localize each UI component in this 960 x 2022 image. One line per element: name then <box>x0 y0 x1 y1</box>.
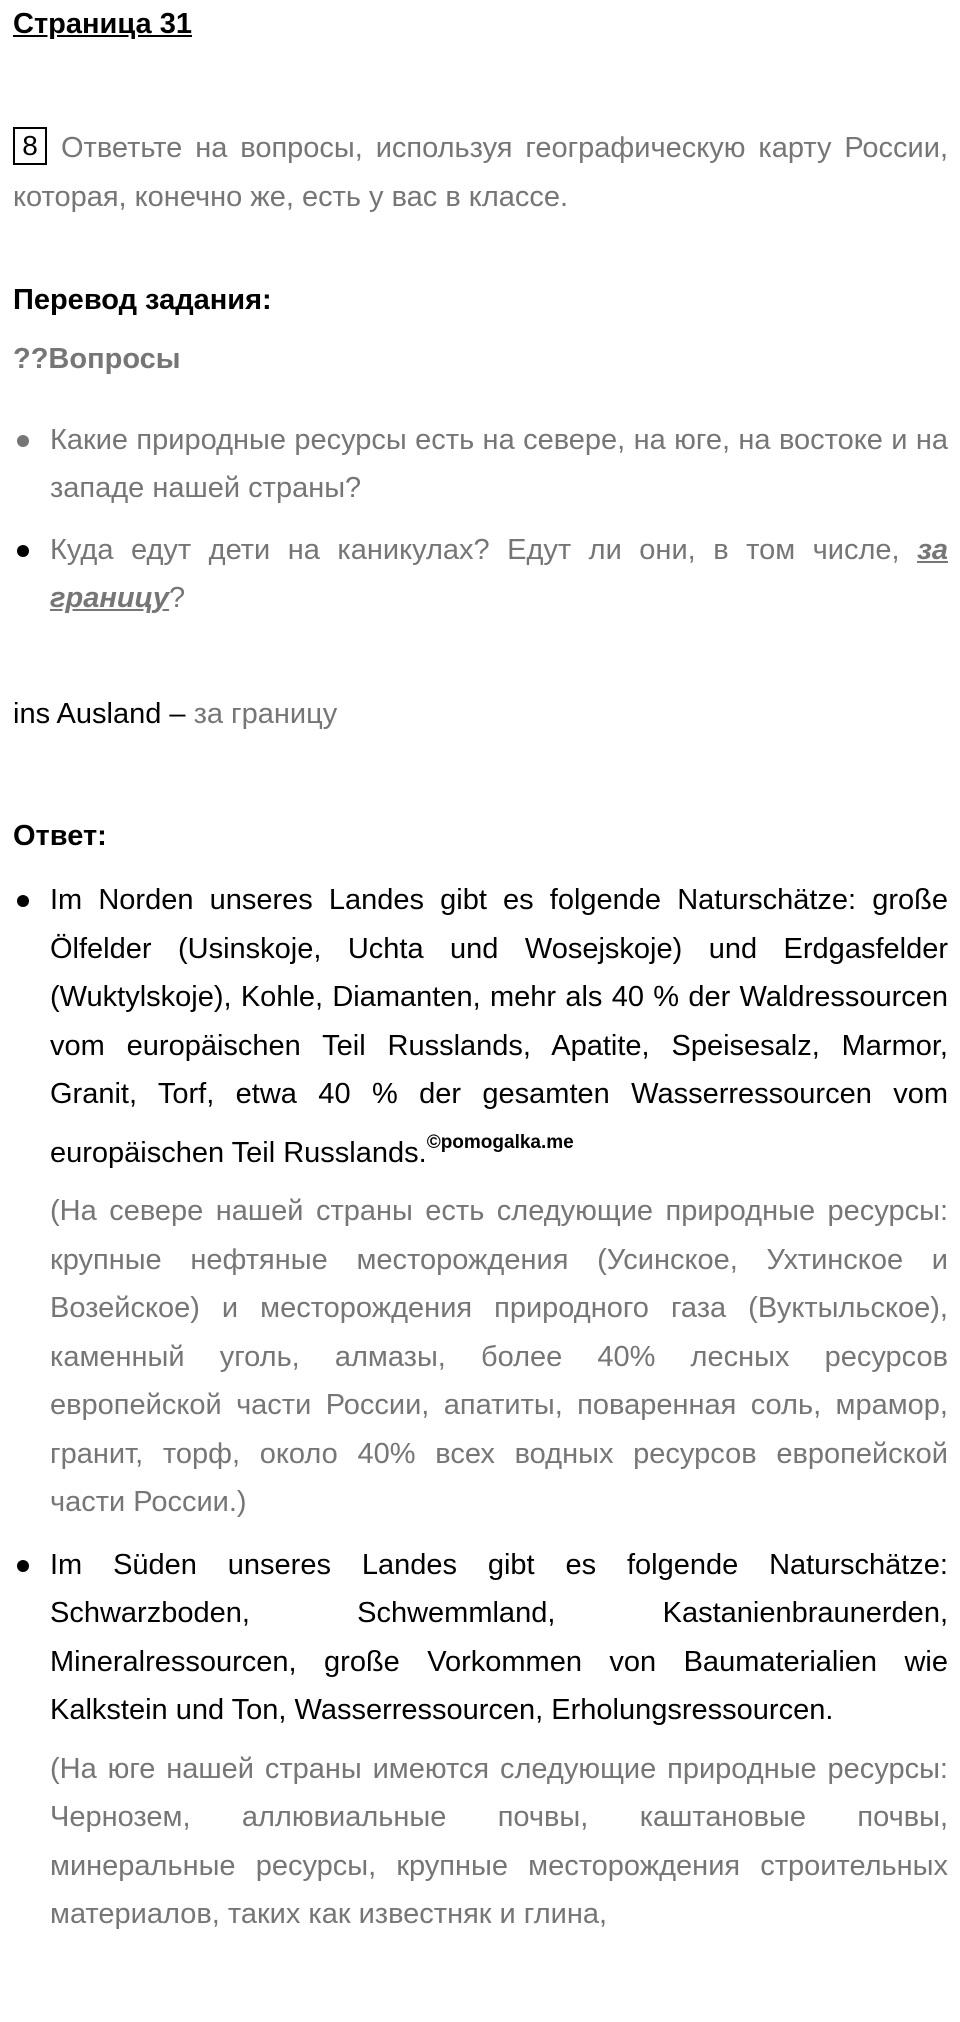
answer-de: Im Süden unseres Landes gibt es folgende Naturschätze: Schwarzboden, Schwemmland, Kastanienbraunerden, Mineralressourcen, große Vorkommen von Baumaterialien wie Kalkstein und Ton, Wasserressourcen, Erholungsressourcen. <box>50 1548 948 1726</box>
vocab-term: ins Ausland <box>13 698 162 730</box>
task-text: Ответьте на вопросы, используя географическую карту России, которая, конечно же, есть у вас в классе. <box>13 132 948 213</box>
task-number-box: 8 <box>13 127 47 165</box>
questions-list <box>13 416 948 622</box>
page-title: Страница 31 <box>13 8 192 40</box>
question-emphasis: за границу <box>50 534 948 614</box>
answer-ru: (На севере нашей страны есть следующие природные ресурсы: крупные нефтяные месторождения (Усинское, Ухтинское и Возейское) и месторождения природного газа (Вуктыльское), каменный уголь, алмазы, более 40% лесных ресурсов европейской части России, апатиты, поваренная соль, мрамор, гранит, торф, около 40% всех водных ресурсов европейской части России.) <box>50 1195 948 1518</box>
answers-list <box>13 876 948 1953</box>
bullet-icon <box>17 545 29 557</box>
bullet-icon <box>17 895 29 907</box>
bullet-icon <box>17 435 29 447</box>
questions-heading: ??Вопросы <box>13 343 181 375</box>
vocab-dash: – <box>161 698 194 730</box>
vocab-line <box>13 698 337 731</box>
list-item <box>13 526 948 622</box>
translation-heading: Перевод задания: <box>13 284 272 316</box>
question-text: Какие природные ресурсы есть на севере, на юге, на востоке и на западе нашей страны? <box>50 424 948 504</box>
answer-ru: (На юге нашей страны имеются следующие природные ресурсы: Чернозем, аллювиальные почвы, каштановые почвы, минеральные ресурсы, крупные месторождения строительных материалов, таких как известняк и глина, <box>50 1752 948 1930</box>
list-item <box>13 876 948 1527</box>
answer-heading: Ответ: <box>13 820 107 852</box>
question-text: Куда едут дети на каникулах? Едут ли они, в том числе, <box>50 534 918 566</box>
watermark: ©pomogalka.me <box>426 1131 574 1153</box>
list-item <box>13 1541 948 1939</box>
list-item <box>13 416 948 512</box>
question-tail: ? <box>169 582 186 614</box>
bullet-icon <box>17 1560 29 1572</box>
vocab-translation: за границу <box>193 698 338 730</box>
task-block <box>13 124 948 222</box>
answer-de: Im Norden unseres Landes gibt es folgende Naturschätze: große Ölfelder (Usinskoje, Uchta und Wosejskoje) und Erdgasfelder (Wuktylskoje), Kohle, Diamanten, mehr als 40 % der Waldressourcen vom europäischen Teil Russlands, Apatite, Speisesalz, Marmor, Granit, Torf, etwa 40 % der gesamten Wasserressourcen vom europäischen Teil Russlands. <box>50 884 948 1169</box>
